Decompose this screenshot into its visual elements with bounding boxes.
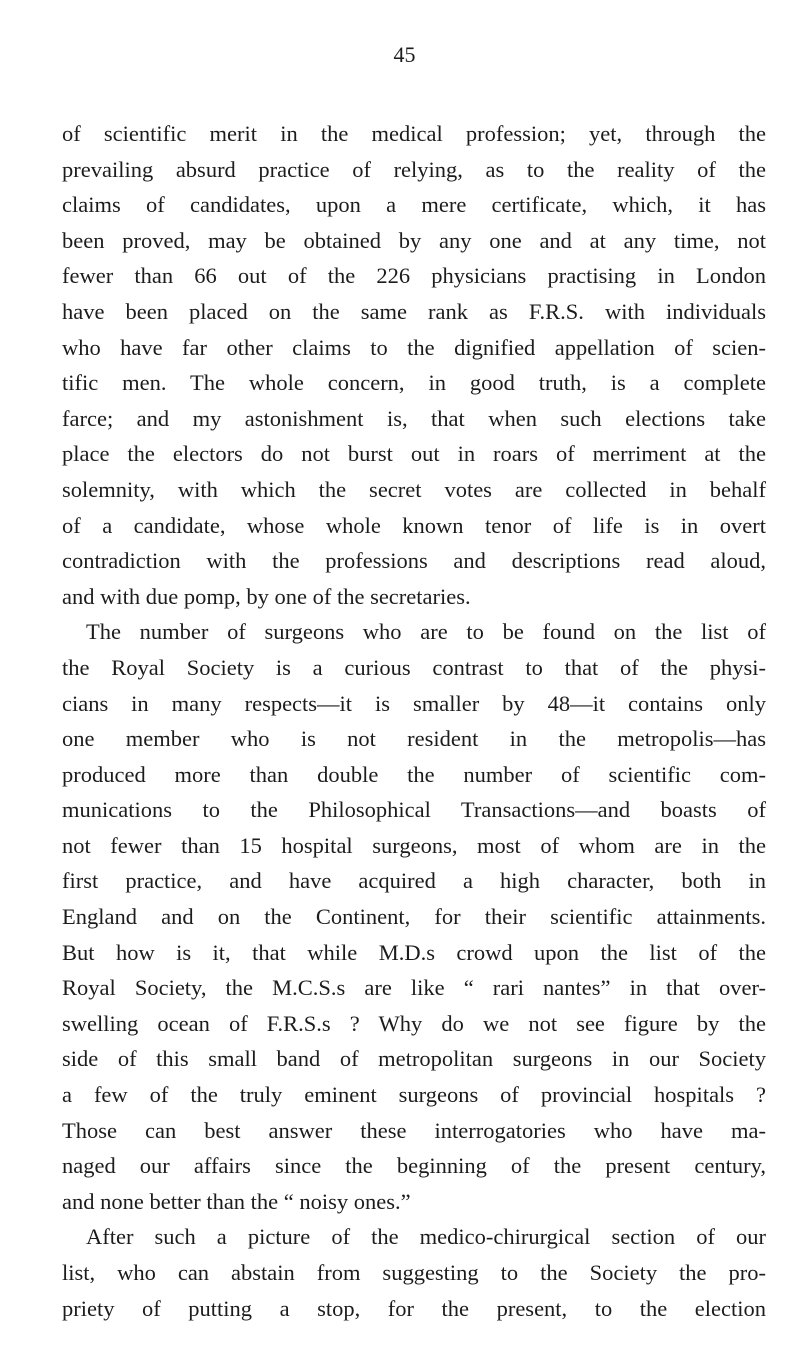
page-number: 45 xyxy=(393,42,416,67)
text-line: Royal Society, the M.C.S.s are like “ rari nantes” in that over- xyxy=(62,975,766,1001)
text-line: and with due pomp, by one of the secretaries. xyxy=(62,583,471,609)
text-line: tific men. The whole concern, in good truth, is a complete xyxy=(62,370,766,396)
text-line: swelling ocean of F.R.S.s ? Why do we not see figure by the xyxy=(62,1010,766,1036)
text-line: of scientific merit in the medical profession; yet, through the xyxy=(62,121,766,146)
text-line: After such a picture of the medico-chirurgical section of our xyxy=(86,1224,766,1250)
body-text xyxy=(62,116,766,1326)
text-line: naged our affairs since the beginning of the present century, xyxy=(62,1153,766,1179)
text-line: and none better than the “ noisy ones.” xyxy=(62,1188,411,1214)
text-line: contradiction with the professions and descriptions read aloud, xyxy=(62,548,766,574)
text-line: prevailing absurd practice of relying, as to the reality of the xyxy=(62,156,766,182)
text-line: of a candidate, whose whole known tenor of life is in overt xyxy=(62,512,766,538)
text-line: fewer than 66 out of the 226 physicians practising in London xyxy=(62,263,766,289)
text-line: side of this small band of metropolitan surgeons in our Society xyxy=(62,1046,766,1072)
text-line: munications to the Philosophical Transactions—and boasts of xyxy=(62,797,766,823)
text-line: farce; and my astonishment is, that when such elections take xyxy=(62,405,766,431)
paragraph xyxy=(62,1219,766,1326)
text-line: England and on the Continent, for their scientific attainments. xyxy=(62,904,766,930)
text-line: The number of surgeons who are to be found on the list of xyxy=(86,619,766,645)
text-line: Those can best answer these interrogatories who have ma- xyxy=(62,1117,766,1143)
text-line: a few of the truly eminent surgeons of provincial hospitals ? xyxy=(62,1082,766,1108)
text-line: who have far other claims to the dignified appellation of scien- xyxy=(62,334,766,360)
text-line: been proved, may be obtained by any one and at any time, not xyxy=(62,227,766,253)
text-line: place the electors do not burst out in roars of merriment at the xyxy=(62,441,766,467)
text-line: the Royal Society is a curious contrast to that of the physi- xyxy=(62,654,766,680)
text-line: solemnity, with which the secret votes are collected in behalf xyxy=(62,476,766,502)
text-line: not fewer than 15 hospital surgeons, most of whom are in the xyxy=(62,832,766,858)
text-line: have been placed on the same rank as F.R.S. with individuals xyxy=(62,298,766,324)
paragraph xyxy=(62,614,766,1219)
text-line: cians in many respects—it is smaller by 48—it contains only xyxy=(62,690,766,716)
text-line: claims of candidates, upon a mere certificate, which, it has xyxy=(62,192,766,218)
paragraph xyxy=(62,116,766,614)
text-line: priety of putting a stop, for the present, to the election xyxy=(62,1295,766,1321)
text-line: But how is it, that while M.D.s crowd upon the list of the xyxy=(62,939,766,965)
text-line: list, who can abstain from suggesting to the Society the pro- xyxy=(62,1260,766,1285)
text-line: first practice, and have acquired a high character, both in xyxy=(62,868,766,894)
text-line: produced more than double the number of scientific com- xyxy=(62,761,766,787)
text-line: one member who is not resident in the metropolis—has xyxy=(62,726,766,752)
